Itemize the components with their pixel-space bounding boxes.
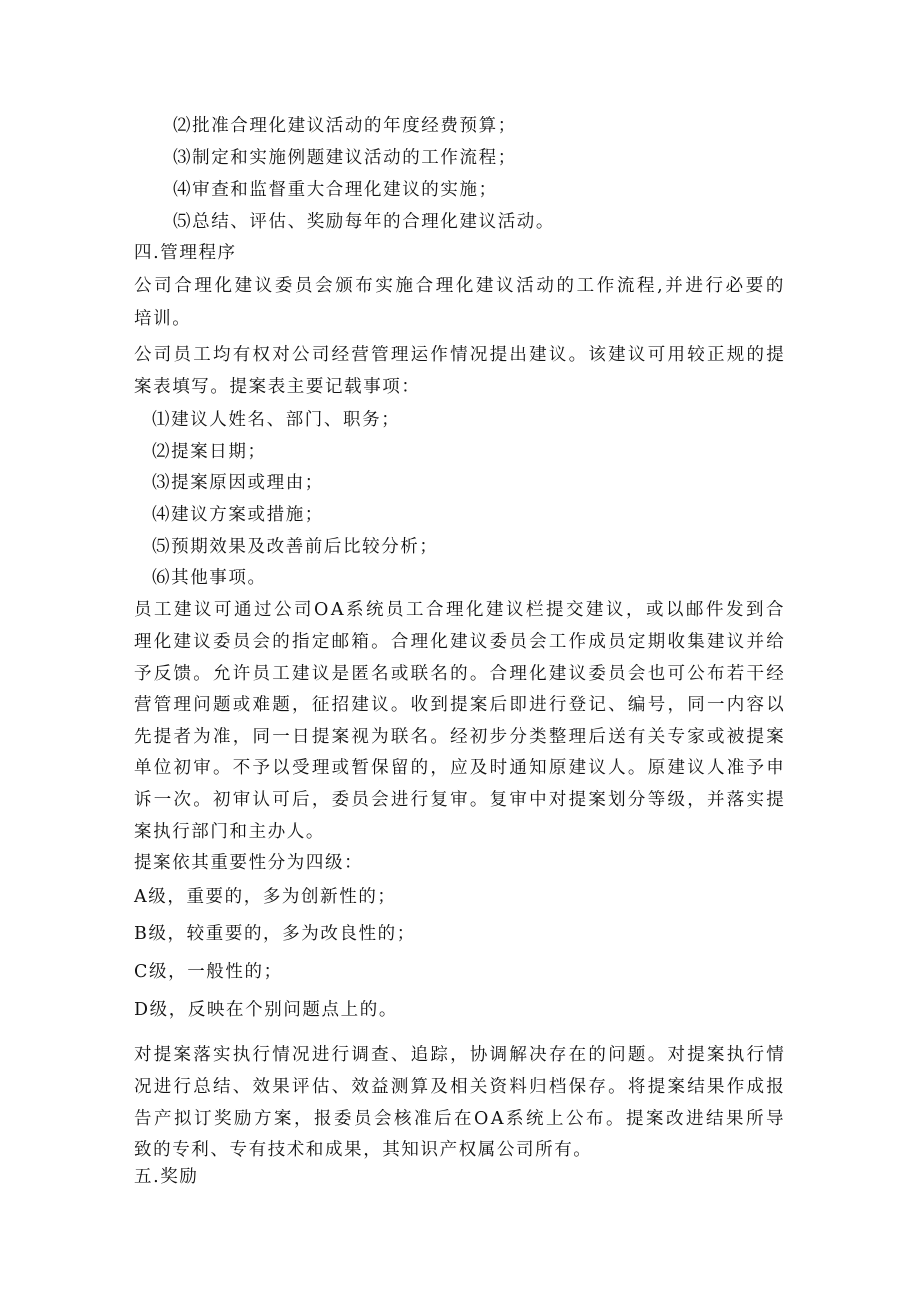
- duty-item-2: ⑵批准合理化建议活动的年度经费预算；: [173, 116, 517, 136]
- duty-item-4: ⑷审查和监督重大合理化建议的实施；: [173, 180, 498, 200]
- form-item-2: ⑵提案日期；: [152, 442, 267, 462]
- para3-line4: 营管理问题或难题，征招建议。收到提案后即进行登记、编号，同一内容以: [134, 695, 786, 715]
- para1-line2: 培训。: [134, 309, 192, 329]
- grade-a: A级，重要的，多为创新性的；: [134, 887, 397, 907]
- para2-line1: 公司员工均有权对公司经营管理运作情况提出建议。该建议可用较正规的提: [134, 345, 786, 365]
- para4-line4: 致的专利、专有技术和成果，其知识产权属公司所有。: [134, 1140, 593, 1160]
- section-4-heading: 四.管理程序: [134, 243, 237, 263]
- form-item-4: ⑷建议方案或措施；: [152, 505, 324, 525]
- para1-line1: 公司合理化建议委员会颁布实施合理化建议活动的工作流程,并进行必要的: [134, 276, 786, 296]
- grade-d: D级，反映在个别问题点上的。: [134, 1000, 398, 1020]
- para3-line6: 单位初审。不予以受理或暂保留的，应及时通知原建议人。原建议人准予申: [134, 758, 786, 778]
- form-item-1: ⑴建议人姓名、部门、职务；: [152, 410, 401, 430]
- grade-intro: 提案依其重要性分为四级：: [134, 853, 364, 873]
- section-5-heading: 五.奖励: [134, 1167, 199, 1187]
- para3-line8: 案执行部门和主办人。: [134, 822, 325, 842]
- para4-line2: 况进行总结、效果评估、效益测算及相关资料归档保存。将提案结果作成报: [134, 1077, 786, 1097]
- form-item-6: ⑹其他事项。: [152, 568, 267, 588]
- para3-line7: 诉一次。初审认可后，委员会进行复审。复审中对提案划分等级，并落实提: [134, 790, 786, 810]
- para2-line2: 案表填写。提案表主要记载事项：: [134, 377, 421, 397]
- para4-line1: 对提案落实执行情况进行调查、追踪，协调解决存在的问题。对提案执行情: [134, 1045, 786, 1065]
- grade-c: C级，一般性的；: [134, 962, 283, 982]
- duty-item-3: ⑶制定和实施例题建议活动的工作流程；: [173, 148, 517, 168]
- para4-line3: 告产拟订奖励方案，报委员会核准后在OA系统上公布。提案改进结果所导: [134, 1109, 786, 1129]
- para3-line2: 理化建议委员会的指定邮箱。合理化建议委员会工作成员定期收集建议并给: [134, 632, 786, 652]
- para3-line1: 员工建议可通过公司OA系统员工合理化建议栏提交建议，或以邮件发到合: [134, 600, 786, 620]
- para3-line5: 先提者为准，同一日提案视为联名。经初步分类整理后送有关专家或被提案: [134, 727, 786, 747]
- grade-b: B级，较重要的，多为改良性的；: [134, 924, 416, 944]
- para3-line3: 予反馈。允许员工建议是匿名或联名的。合理化建议委员会也可公布若干经: [134, 664, 786, 684]
- duty-item-5: ⑸总结、评估、奖励每年的合理化建议活动。: [173, 212, 555, 232]
- form-item-3: ⑶提案原因或理由；: [152, 473, 324, 493]
- form-item-5: ⑸预期效果及改善前后比较分析；: [152, 537, 439, 557]
